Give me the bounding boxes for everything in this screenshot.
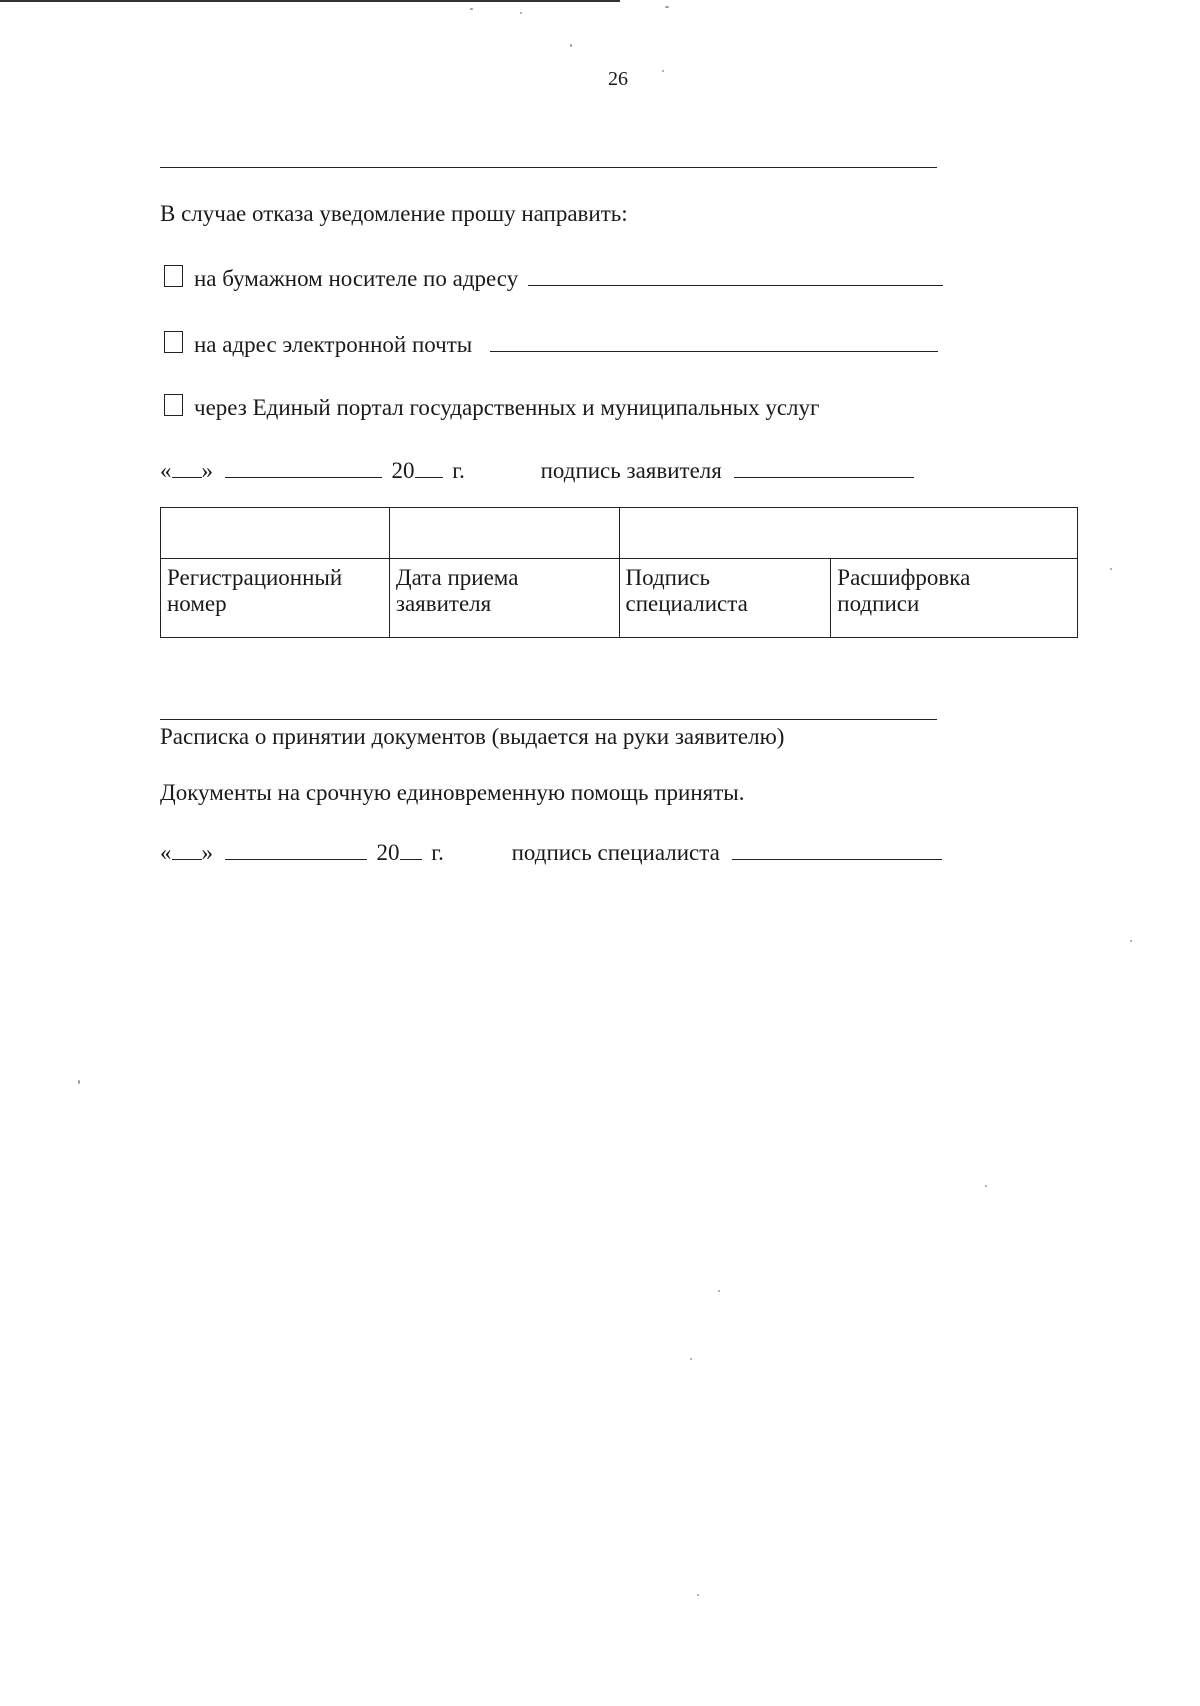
option-email-checkbox[interactable] [164,331,183,353]
day-close-quote: » [201,458,213,483]
registration-table [160,507,1078,638]
scan-speck [470,8,473,10]
receipt-year-suffix: г. [431,840,444,865]
receipt-separator-line [160,719,937,720]
specialist-signature-field[interactable] [732,837,942,860]
scan-speck [697,1594,699,1596]
scan-speck [665,6,669,8]
registration-table-header-row [161,559,1078,638]
applicant-month-field[interactable] [225,455,382,478]
email-address-field[interactable] [490,329,938,352]
scan-top-edge [0,0,620,2]
scan-speck [570,44,572,47]
receipt-year-field[interactable] [400,837,422,860]
scan-speck [520,12,522,14]
option-email-label: на адрес электронной почты [194,332,473,357]
scan-speck [1130,940,1132,942]
header-line: Регистрационный [167,565,343,590]
receipt-day-close-quote: » [201,840,213,865]
option-paper-checkbox[interactable] [164,265,183,287]
applicant-signature-label: подпись заявителя [540,458,722,483]
applicant-year-prefix: 20 [391,458,415,483]
specialist-signature-label: подпись специалиста [511,840,720,865]
header-line: Дата приема [395,565,519,590]
specialist-signature-cell[interactable] [619,508,1077,559]
applicant-year-field[interactable] [415,455,443,478]
registration-table-input-row [161,508,1078,559]
top-separator-line [160,167,937,168]
receipt-statement: Документы на срочную единовременную помощь приняты. [160,780,745,805]
header-acceptance-date [389,559,619,638]
applicant-day-field[interactable] [172,455,202,478]
option-paper [194,263,943,293]
header-specialist-signature [619,559,831,638]
header-line: Подпись [625,565,710,590]
scan-speck [690,1358,692,1360]
receipt-month-field[interactable] [225,837,367,860]
applicant-year-suffix: г. [452,458,465,483]
scan-speck [985,1185,987,1187]
specialist-date-row [160,837,942,867]
receipt-day-field[interactable] [172,837,202,860]
option-portal-checkbox[interactable] [164,394,183,416]
receipt-year-prefix: 20 [376,840,400,865]
scan-speck [78,1080,80,1084]
header-line: Расшифровка [837,565,971,590]
scan-speck [1110,568,1112,570]
scan-speck [718,1290,720,1292]
header-registration-number [161,559,390,638]
option-paper-label: на бумажном носителе по адресу [194,266,519,291]
paper-address-field[interactable] [528,263,943,286]
option-portal [194,394,819,422]
header-line: номер [167,591,227,616]
header-line: заявителя [395,591,492,616]
option-email [194,329,938,359]
receipt-day-open-quote: « [160,840,172,865]
header-line: специалиста [625,591,748,616]
acceptance-date-cell[interactable] [389,508,619,559]
applicant-date-row [160,455,914,485]
header-line: подписи [837,591,920,616]
day-open-quote: « [160,458,172,483]
scan-speck [662,70,664,72]
refusal-intro: В случае отказа уведомление прошу направить: [160,201,628,226]
registration-number-cell[interactable] [161,508,390,559]
header-signature-decoding [831,559,1078,638]
receipt-title: Расписка о принятии документов (выдается на руки заявителю) [160,724,785,749]
option-portal-label: через Единый портал государственных и муниципальных услуг [194,395,820,420]
page-number: 26 [608,68,628,90]
applicant-signature-field[interactable] [734,455,914,478]
